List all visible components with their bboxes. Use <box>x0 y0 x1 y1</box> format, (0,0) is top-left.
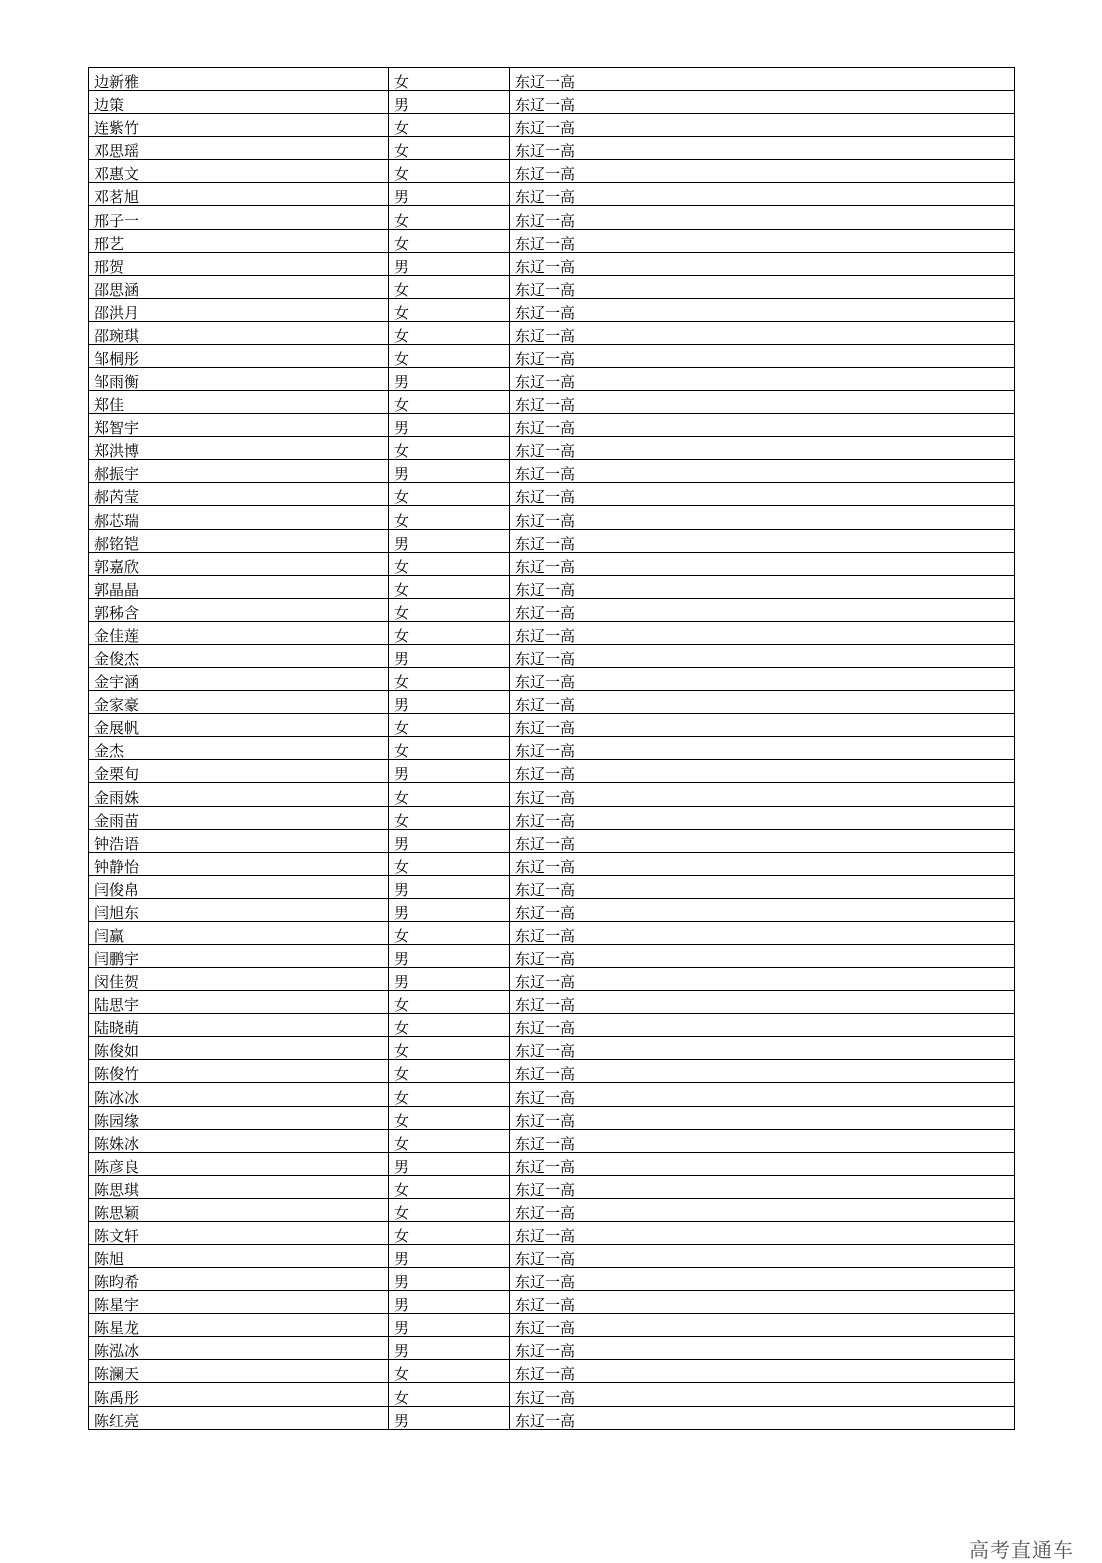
table-row <box>89 460 1015 483</box>
table-row <box>89 506 1015 529</box>
name-cell: 陈俊竹 <box>89 1060 389 1083</box>
gender-cell: 女 <box>389 852 510 875</box>
table-row <box>89 529 1015 552</box>
table-row <box>89 1037 1015 1060</box>
name-cell: 邵洪月 <box>89 298 389 321</box>
name-cell: 陈红亮 <box>89 1406 389 1429</box>
school-cell: 东辽一高 <box>510 1152 1015 1175</box>
table-row <box>89 783 1015 806</box>
table-row <box>89 806 1015 829</box>
school-cell: 东辽一高 <box>510 921 1015 944</box>
school-cell: 东辽一高 <box>510 506 1015 529</box>
school-cell: 东辽一高 <box>510 1014 1015 1037</box>
name-cell: 陈园缘 <box>89 1106 389 1129</box>
gender-cell: 女 <box>389 737 510 760</box>
gender-cell: 女 <box>389 714 510 737</box>
gender-cell: 女 <box>389 506 510 529</box>
table-row <box>89 1106 1015 1129</box>
school-cell: 东辽一高 <box>510 991 1015 1014</box>
name-cell: 陆晓萌 <box>89 1014 389 1037</box>
school-cell: 东辽一高 <box>510 1406 1015 1429</box>
name-cell: 郑洪博 <box>89 437 389 460</box>
name-cell: 陈思颖 <box>89 1198 389 1221</box>
school-cell: 东辽一高 <box>510 298 1015 321</box>
school-cell: 东辽一高 <box>510 598 1015 621</box>
table-row <box>89 91 1015 114</box>
student-table <box>88 67 1015 1430</box>
table-row <box>89 968 1015 991</box>
gender-cell: 女 <box>389 1060 510 1083</box>
table-row <box>89 68 1015 91</box>
school-cell: 东辽一高 <box>510 1314 1015 1337</box>
school-cell: 东辽一高 <box>510 344 1015 367</box>
name-cell: 郑佳 <box>89 391 389 414</box>
gender-cell: 女 <box>389 1037 510 1060</box>
school-cell: 东辽一高 <box>510 1244 1015 1267</box>
table-row <box>89 1083 1015 1106</box>
name-cell: 金杰 <box>89 737 389 760</box>
table-row <box>89 1291 1015 1314</box>
school-cell: 东辽一高 <box>510 1337 1015 1360</box>
gender-cell: 男 <box>389 183 510 206</box>
school-cell: 东辽一高 <box>510 1268 1015 1291</box>
table-row <box>89 1175 1015 1198</box>
school-cell: 东辽一高 <box>510 621 1015 644</box>
name-cell: 郭晶晶 <box>89 575 389 598</box>
gender-cell: 男 <box>389 829 510 852</box>
gender-cell: 女 <box>389 321 510 344</box>
school-cell: 东辽一高 <box>510 368 1015 391</box>
gender-cell: 女 <box>389 275 510 298</box>
gender-cell: 女 <box>389 921 510 944</box>
table-row <box>89 898 1015 921</box>
name-cell: 连紫竹 <box>89 114 389 137</box>
table-row <box>89 714 1015 737</box>
table-row <box>89 1337 1015 1360</box>
name-cell: 陆思宇 <box>89 991 389 1014</box>
school-cell: 东辽一高 <box>510 414 1015 437</box>
gender-cell: 女 <box>389 598 510 621</box>
name-cell: 郝振宇 <box>89 460 389 483</box>
table-row <box>89 1360 1015 1383</box>
gender-cell: 女 <box>389 344 510 367</box>
school-cell: 东辽一高 <box>510 529 1015 552</box>
gender-cell: 女 <box>389 668 510 691</box>
gender-cell: 男 <box>389 1268 510 1291</box>
gender-cell: 女 <box>389 1360 510 1383</box>
school-cell: 东辽一高 <box>510 968 1015 991</box>
table-row <box>89 921 1015 944</box>
school-cell: 东辽一高 <box>510 275 1015 298</box>
name-cell: 边新雅 <box>89 68 389 91</box>
table-row <box>89 437 1015 460</box>
school-cell: 东辽一高 <box>510 321 1015 344</box>
name-cell: 边策 <box>89 91 389 114</box>
table-row <box>89 1152 1015 1175</box>
name-cell: 陈彦良 <box>89 1152 389 1175</box>
school-cell: 东辽一高 <box>510 183 1015 206</box>
gender-cell: 女 <box>389 391 510 414</box>
name-cell: 陈冰冰 <box>89 1083 389 1106</box>
school-cell: 东辽一高 <box>510 1060 1015 1083</box>
gender-cell: 女 <box>389 137 510 160</box>
table-row <box>89 344 1015 367</box>
gender-cell: 女 <box>389 229 510 252</box>
name-cell: 邢贺 <box>89 252 389 275</box>
gender-cell: 男 <box>389 898 510 921</box>
table-row <box>89 1244 1015 1267</box>
gender-cell: 女 <box>389 1129 510 1152</box>
name-cell: 金家豪 <box>89 691 389 714</box>
name-cell: 陈旭 <box>89 1244 389 1267</box>
name-cell: 陈思琪 <box>89 1175 389 1198</box>
school-cell: 东辽一高 <box>510 691 1015 714</box>
name-cell: 闫鹏宇 <box>89 944 389 967</box>
name-cell: 闵佳贺 <box>89 968 389 991</box>
school-cell: 东辽一高 <box>510 1198 1015 1221</box>
name-cell: 郑智宇 <box>89 414 389 437</box>
school-cell: 东辽一高 <box>510 852 1015 875</box>
name-cell: 陈俊如 <box>89 1037 389 1060</box>
gender-cell: 女 <box>389 1083 510 1106</box>
table-row <box>89 1268 1015 1291</box>
table-row <box>89 691 1015 714</box>
school-cell: 东辽一高 <box>510 91 1015 114</box>
table-row <box>89 368 1015 391</box>
table-row <box>89 1406 1015 1429</box>
table-row <box>89 852 1015 875</box>
gender-cell: 女 <box>389 1175 510 1198</box>
gender-cell: 女 <box>389 160 510 183</box>
school-cell: 东辽一高 <box>510 668 1015 691</box>
gender-cell: 女 <box>389 206 510 229</box>
name-cell: 陈星宇 <box>89 1291 389 1314</box>
name-cell: 陈禹彤 <box>89 1383 389 1406</box>
table-row <box>89 1014 1015 1037</box>
gender-cell: 男 <box>389 875 510 898</box>
table-row <box>89 552 1015 575</box>
table-row <box>89 1198 1015 1221</box>
school-cell: 东辽一高 <box>510 1360 1015 1383</box>
table-row <box>89 1221 1015 1244</box>
name-cell: 陈昀希 <box>89 1268 389 1291</box>
table-row <box>89 275 1015 298</box>
gender-cell: 男 <box>389 1291 510 1314</box>
school-cell: 东辽一高 <box>510 737 1015 760</box>
school-cell: 东辽一高 <box>510 714 1015 737</box>
school-cell: 东辽一高 <box>510 552 1015 575</box>
school-cell: 东辽一高 <box>510 875 1015 898</box>
table-row <box>89 1129 1015 1152</box>
gender-cell: 女 <box>389 1221 510 1244</box>
name-cell: 郝芮莹 <box>89 483 389 506</box>
name-cell: 郭嘉欣 <box>89 552 389 575</box>
school-cell: 东辽一高 <box>510 760 1015 783</box>
gender-cell: 男 <box>389 968 510 991</box>
name-cell: 陈澜天 <box>89 1360 389 1383</box>
name-cell: 邹雨衡 <box>89 368 389 391</box>
table-row <box>89 391 1015 414</box>
name-cell: 邵思涵 <box>89 275 389 298</box>
name-cell: 钟静怡 <box>89 852 389 875</box>
gender-cell: 男 <box>389 252 510 275</box>
table-row <box>89 875 1015 898</box>
gender-cell: 女 <box>389 483 510 506</box>
gender-cell: 女 <box>389 621 510 644</box>
name-cell: 闫俊帛 <box>89 875 389 898</box>
gender-cell: 男 <box>389 944 510 967</box>
gender-cell: 男 <box>389 1406 510 1429</box>
gender-cell: 男 <box>389 414 510 437</box>
name-cell: 邢子一 <box>89 206 389 229</box>
school-cell: 东辽一高 <box>510 460 1015 483</box>
name-cell: 邓思瑶 <box>89 137 389 160</box>
school-cell: 东辽一高 <box>510 483 1015 506</box>
table-row <box>89 321 1015 344</box>
gender-cell: 女 <box>389 1106 510 1129</box>
gender-cell: 女 <box>389 68 510 91</box>
table-row <box>89 137 1015 160</box>
table-row <box>89 414 1015 437</box>
name-cell: 金雨姝 <box>89 783 389 806</box>
school-cell: 东辽一高 <box>510 783 1015 806</box>
table-row <box>89 829 1015 852</box>
gender-cell: 女 <box>389 1198 510 1221</box>
table-row <box>89 252 1015 275</box>
name-cell: 邓惠文 <box>89 160 389 183</box>
watermark: 高考直通车 <box>969 1538 1074 1562</box>
school-cell: 东辽一高 <box>510 806 1015 829</box>
gender-cell: 女 <box>389 1383 510 1406</box>
table-row <box>89 483 1015 506</box>
school-cell: 东辽一高 <box>510 114 1015 137</box>
gender-cell: 女 <box>389 575 510 598</box>
table-row <box>89 668 1015 691</box>
name-cell: 邵琬琪 <box>89 321 389 344</box>
table-row <box>89 1383 1015 1406</box>
name-cell: 闫赢 <box>89 921 389 944</box>
gender-cell: 男 <box>389 368 510 391</box>
school-cell: 东辽一高 <box>510 1291 1015 1314</box>
table-row <box>89 1314 1015 1337</box>
gender-cell: 女 <box>389 783 510 806</box>
name-cell: 陈文轩 <box>89 1221 389 1244</box>
gender-cell: 男 <box>389 760 510 783</box>
school-cell: 东辽一高 <box>510 1037 1015 1060</box>
table-row <box>89 944 1015 967</box>
table-row <box>89 183 1015 206</box>
table-row <box>89 644 1015 667</box>
table-row <box>89 991 1015 1014</box>
name-cell: 陈姝冰 <box>89 1129 389 1152</box>
table-row <box>89 206 1015 229</box>
name-cell: 邓茗旭 <box>89 183 389 206</box>
school-cell: 东辽一高 <box>510 1129 1015 1152</box>
school-cell: 东辽一高 <box>510 829 1015 852</box>
school-cell: 东辽一高 <box>510 1383 1015 1406</box>
school-cell: 东辽一高 <box>510 944 1015 967</box>
name-cell: 金栗旬 <box>89 760 389 783</box>
gender-cell: 女 <box>389 114 510 137</box>
table-row <box>89 760 1015 783</box>
name-cell: 陈星龙 <box>89 1314 389 1337</box>
school-cell: 东辽一高 <box>510 1221 1015 1244</box>
school-cell: 东辽一高 <box>510 898 1015 921</box>
gender-cell: 男 <box>389 91 510 114</box>
table-row <box>89 114 1015 137</box>
table-row <box>89 1060 1015 1083</box>
school-cell: 东辽一高 <box>510 229 1015 252</box>
gender-cell: 男 <box>389 460 510 483</box>
name-cell: 郝芯瑞 <box>89 506 389 529</box>
name-cell: 钟浩语 <box>89 829 389 852</box>
school-cell: 东辽一高 <box>510 1175 1015 1198</box>
school-cell: 东辽一高 <box>510 160 1015 183</box>
table-body <box>89 68 1015 1430</box>
gender-cell: 男 <box>389 1152 510 1175</box>
gender-cell: 女 <box>389 1014 510 1037</box>
gender-cell: 男 <box>389 1314 510 1337</box>
table-row <box>89 160 1015 183</box>
name-cell: 金佳莲 <box>89 621 389 644</box>
school-cell: 东辽一高 <box>510 437 1015 460</box>
gender-cell: 男 <box>389 1244 510 1267</box>
school-cell: 东辽一高 <box>510 1106 1015 1129</box>
table-row <box>89 229 1015 252</box>
name-cell: 郭秭含 <box>89 598 389 621</box>
gender-cell: 女 <box>389 298 510 321</box>
table-row <box>89 598 1015 621</box>
gender-cell: 男 <box>389 529 510 552</box>
gender-cell: 女 <box>389 437 510 460</box>
gender-cell: 男 <box>389 1337 510 1360</box>
school-cell: 东辽一高 <box>510 575 1015 598</box>
gender-cell: 女 <box>389 806 510 829</box>
school-cell: 东辽一高 <box>510 644 1015 667</box>
name-cell: 陈泓冰 <box>89 1337 389 1360</box>
name-cell: 金俊杰 <box>89 644 389 667</box>
name-cell: 金宇涵 <box>89 668 389 691</box>
table-row <box>89 737 1015 760</box>
gender-cell: 女 <box>389 552 510 575</box>
name-cell: 邹桐彤 <box>89 344 389 367</box>
name-cell: 闫旭东 <box>89 898 389 921</box>
table-row <box>89 298 1015 321</box>
table-row <box>89 575 1015 598</box>
school-cell: 东辽一高 <box>510 391 1015 414</box>
school-cell: 东辽一高 <box>510 68 1015 91</box>
school-cell: 东辽一高 <box>510 206 1015 229</box>
gender-cell: 男 <box>389 644 510 667</box>
table-row <box>89 621 1015 644</box>
name-cell: 金雨苗 <box>89 806 389 829</box>
name-cell: 邢艺 <box>89 229 389 252</box>
school-cell: 东辽一高 <box>510 252 1015 275</box>
name-cell: 金展帆 <box>89 714 389 737</box>
school-cell: 东辽一高 <box>510 137 1015 160</box>
school-cell: 东辽一高 <box>510 1083 1015 1106</box>
gender-cell: 女 <box>389 991 510 1014</box>
gender-cell: 男 <box>389 691 510 714</box>
name-cell: 郝铭铠 <box>89 529 389 552</box>
